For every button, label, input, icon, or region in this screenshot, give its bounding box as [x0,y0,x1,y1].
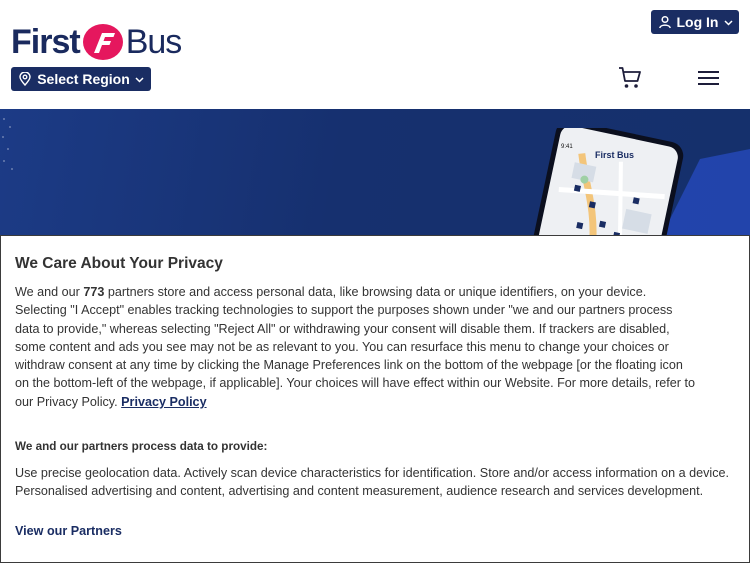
phone-map-illustration [515,128,685,248]
location-pin-icon [18,72,32,86]
site-header [0,0,750,109]
hamburger-menu-icon[interactable] [698,69,719,87]
user-icon [658,15,672,29]
privacy-description [15,283,695,411]
select-region-label: Select Region [37,71,130,87]
privacy-title: We Care About Your Privacy [15,255,223,272]
privacy-body-text-1: We and our [15,285,84,299]
phone-logo-text: First Bus [595,150,635,160]
select-region-button[interactable] [11,67,151,91]
first-bus-logo[interactable] [11,22,181,62]
logo-bus-text: Bus [125,22,182,61]
privacy-body-text-2: partners store and access personal data, like browsing data or unique identifiers, on your device. Selecting "I Accept" enables tracking technologies to support the purposes shown under "we and our partners process data to provide," whereas selecting "Reject All" or withdrawing your consent will disable them. If trackers are disabled, some content and ads you see may not be as relevant to you. You can resurface this menu to change your choices or withdraw consent at any time by clicking the Manage Preferences link on the bottom of the webpage [or the floating icon on the bottom-left of the webpage, if applicable]. Your choices will have effect within our Website. For more details, refer to our Privacy Policy. [15,285,695,409]
first-f-logo-icon [82,23,124,61]
partner-count: 773 [83,285,105,299]
partners-process-heading: We and our partners process data to provide: [15,440,268,453]
decorative-dots [0,109,30,189]
view-partners-link[interactable]: View our Partners [15,524,122,538]
phone-time: 9:41 [561,144,573,150]
privacy-policy-link[interactable]: Privacy Policy [121,394,207,409]
chevron-down-icon [724,18,733,27]
data-purposes-list: Use precise geolocation data. Actively scan device characteristics for identification. Store and/or access information on a device. Personalised advertising and content, advertising and content measurement, audience research and services development. [15,466,730,499]
login-label: Log In [676,14,719,30]
logo-first-text: First [11,22,80,61]
cart-icon[interactable] [618,66,642,90]
privacy-consent-dialog [0,235,750,563]
chevron-down-icon [135,75,144,84]
login-button[interactable] [651,10,739,34]
